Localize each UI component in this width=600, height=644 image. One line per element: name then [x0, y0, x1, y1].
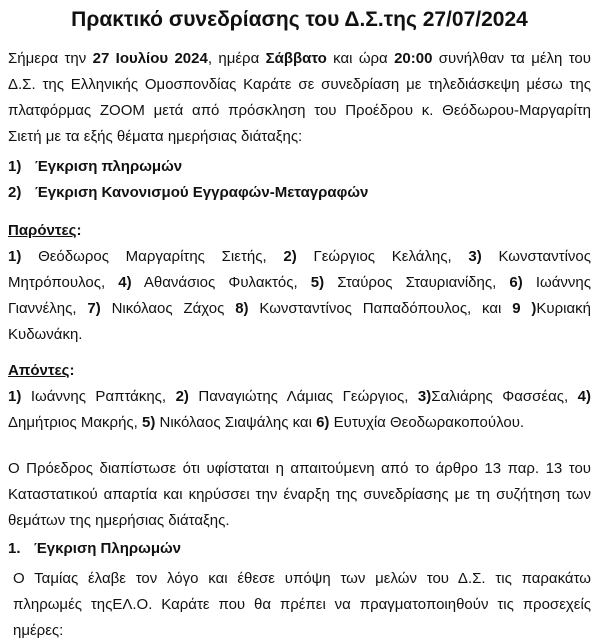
present-heading-label: Παρόντες: [8, 222, 77, 239]
member-number: 3): [417, 388, 432, 405]
member-number: 3): [468, 248, 482, 265]
member-name: Κωνσταντίνος Παπαδόπουλος, και: [248, 300, 513, 317]
agenda-item-2: [8, 180, 591, 206]
intro-text: συνήλθαν τα μέλη του Δ.Σ. της Ελληνικής Ομοσπονδίας Καράτε σε συνεδρίαση με τηλεδιάσκεψη μέσω της πλατφόρμας ZOOM μετά από πρόσκληση του Προέδρου κ. Θεόδωρου-Μαργαρίτη Σιετή με τα εξής θέματα ημερήσιας διάταξης:: [8, 50, 591, 145]
treasurer-paragraph: Ο Ταμίας έλαβε τον λόγο και έθεσε υπόψη των μελών του Δ.Σ. τις παρακάτω πληρωμές τηςΕΛ.Ο. Καράτε που θα πρέπει να πραγματοποιηθούν τις προσεχείς ημέρες:: [13, 570, 591, 639]
present-heading-colon: :: [76, 222, 82, 239]
member-name: Σταύρος Σταυριανίδης,: [324, 274, 510, 291]
member-name: Γεώργιος Κελάλης,: [296, 248, 469, 265]
absent-heading-label: Απόντες: [8, 362, 70, 379]
member-number: 6): [316, 414, 330, 431]
member-number: 2): [283, 248, 297, 265]
member-name: Νικόλαος Σιαψάλης και: [155, 414, 317, 431]
absent-list: [8, 384, 591, 436]
member-number: 5): [310, 274, 325, 291]
member-name: Ιωάννης Γιαννέλης,: [8, 274, 591, 317]
meeting-date: 27 Ιουλίου 2024: [92, 50, 208, 67]
document-title: Πρακτικό συνεδρίασης του Δ.Σ.της 27/07/2024: [71, 8, 528, 31]
intro-paragraph: [8, 46, 591, 150]
member-number: 5): [141, 414, 156, 431]
section-title: Έγκριση Πληρωμών: [34, 540, 182, 557]
intro-text: και ώρα: [326, 50, 395, 67]
agenda-item-1: [8, 154, 591, 180]
agenda-item-number: 2): [8, 184, 22, 201]
member-name: Κωνσταντίνος Μητρόπουλος,: [8, 248, 591, 291]
member-number: 4): [577, 388, 591, 405]
member-name: Νικόλαος Ζάχος: [100, 300, 236, 317]
absent-heading-colon: :: [69, 362, 75, 379]
member-number: 1): [8, 388, 22, 405]
present-list: [8, 244, 591, 348]
agenda-item-label: Έγκριση πληρωμών: [35, 158, 183, 175]
member-number: 4): [118, 274, 132, 291]
section-1-heading: [8, 536, 591, 562]
agenda-item-number: 1): [8, 158, 22, 175]
section-number: 1.: [8, 540, 21, 557]
intro-text: Σήμερα την: [8, 50, 93, 67]
member-number: 9 ): [512, 300, 537, 317]
member-number: 8): [235, 300, 249, 317]
meeting-day: Σάββατο: [265, 50, 327, 67]
agenda-list: [8, 154, 591, 206]
member-number: 2): [175, 388, 189, 405]
meeting-time: 20:00: [394, 50, 433, 67]
present-heading: [8, 218, 591, 244]
member-number: 7): [87, 300, 101, 317]
member-name: Ιωάννης Ραπτάκης,: [21, 388, 176, 405]
member-number: 6): [509, 274, 523, 291]
member-name: Ευτυχία Θεοδωρακοπούλου.: [329, 414, 525, 431]
member-name: Παναγιώτης Λάμιας Γεώργιος,: [188, 388, 418, 405]
absent-heading: [8, 358, 591, 384]
member-number: 1): [8, 248, 22, 265]
member-name: Σαλιάρης Φασσέας,: [431, 388, 578, 405]
agenda-item-label: Έγκριση Κανονισμού Εγγραφών-Μεταγραφών: [35, 184, 369, 201]
member-name: Θεόδωρος Μαργαρίτης Σιετής,: [21, 248, 284, 265]
quorum-paragraph: Ο Πρόεδρος διαπίστωσε ότι υφίσταται η απαιτούμενη από το άρθρο 13 παρ. 13 του Καταστατικού απαρτία και κηρύσσει την έναρξη της συνεδρίασης με τη συζήτηση των θεμάτων της ημερήσιας διάταξης.: [8, 460, 591, 529]
member-name: Δημήτριος Μακρής,: [8, 414, 142, 431]
member-name: Κυριακή Κυδωνάκη.: [8, 300, 592, 343]
intro-text: , ημέρα: [207, 50, 266, 67]
member-name: Αθανάσιος Φυλακτός,: [131, 274, 311, 291]
